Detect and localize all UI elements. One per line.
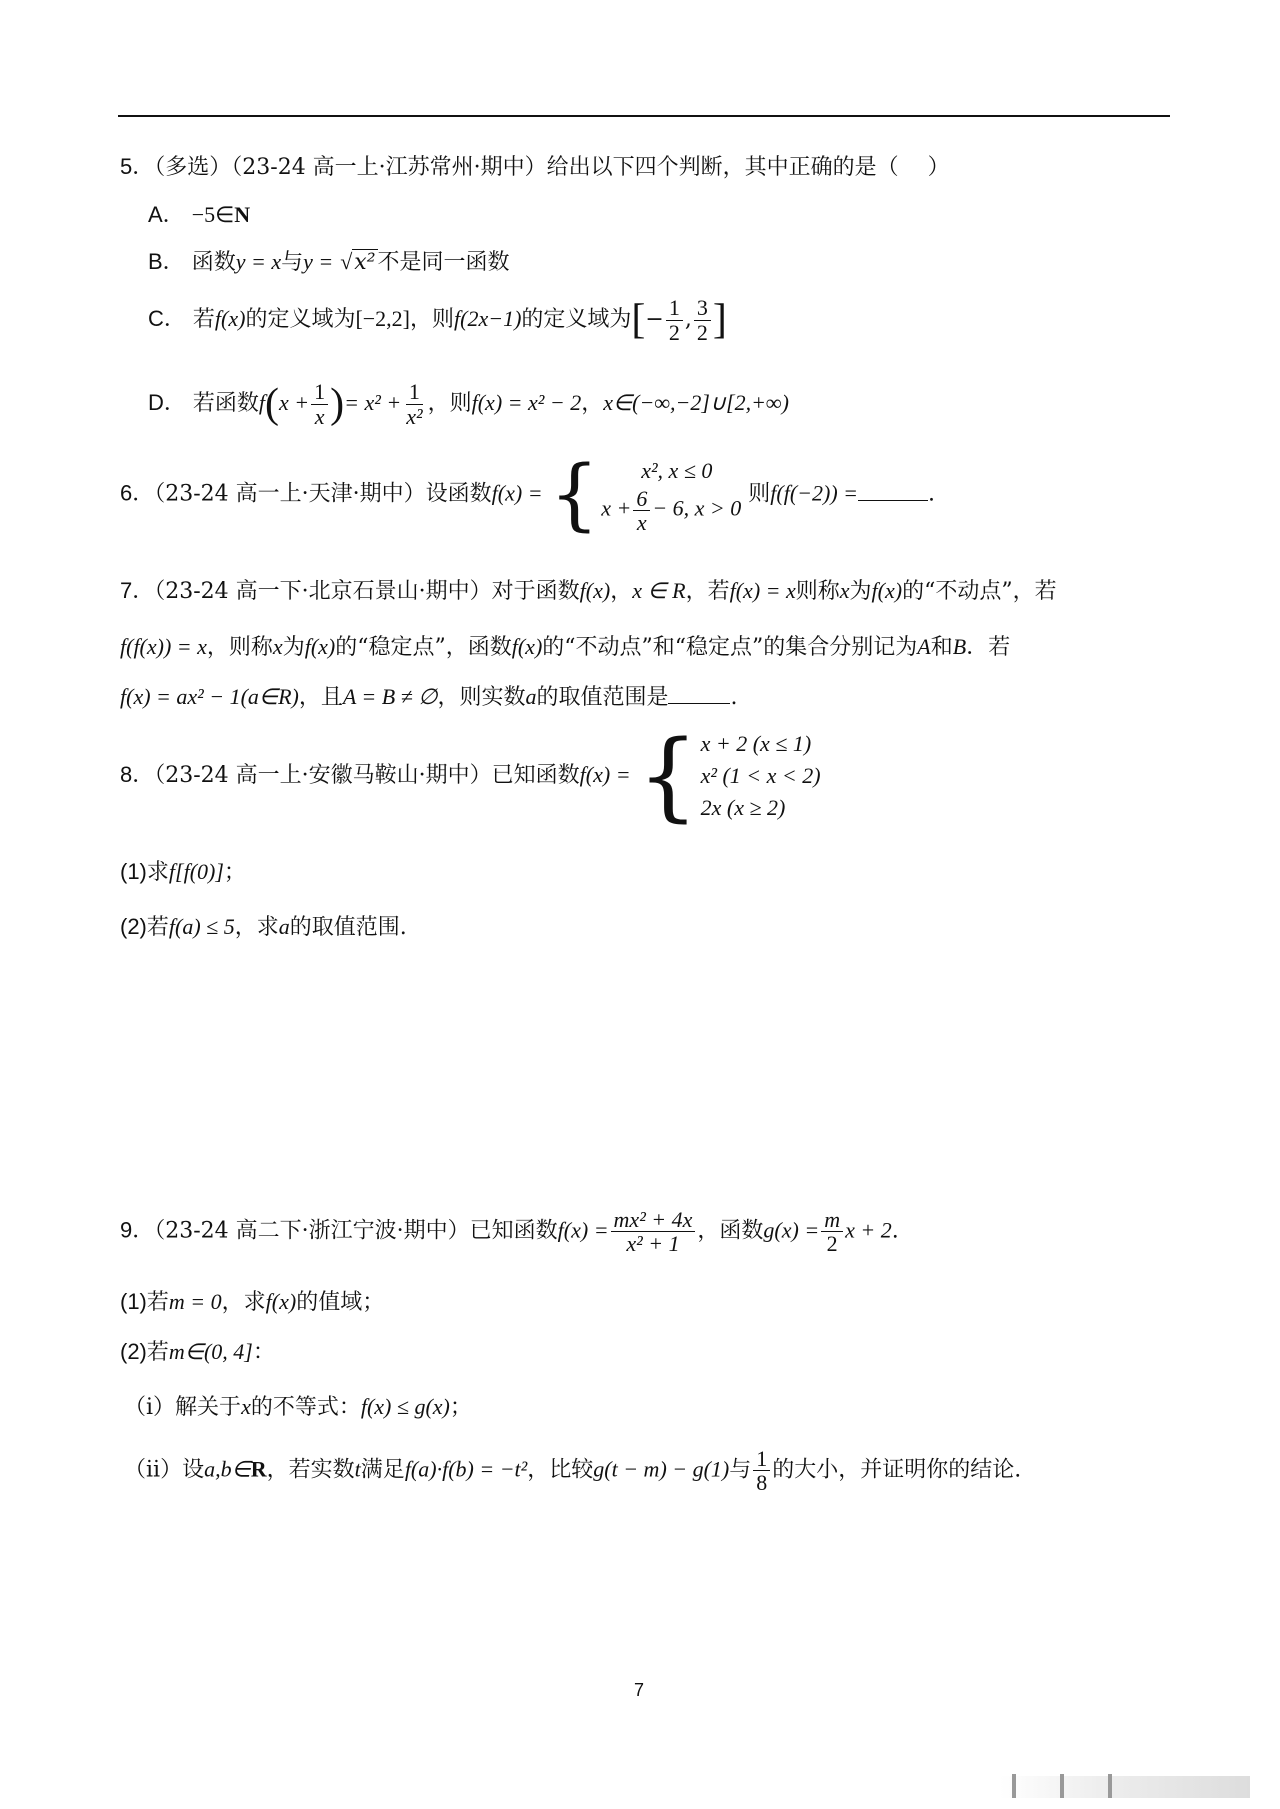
- q9-part-1: (1)若m = 0，求f(x)的值域；: [120, 1289, 385, 1315]
- question-7-line-3: f(x) = ax² − 1(a∈R)，且A = B ≠ ∅，则实数a的取值范围是 .: [120, 684, 738, 710]
- q8-part-2: (2)若f(a) ≤ 5，求a的取值范围.: [120, 914, 407, 940]
- q6-piecewise: { x², x ≤ 0 x + $\frac{6}{x}$ − 6, x > 0: [549, 449, 742, 540]
- page-corner-shadow: [1000, 1776, 1250, 1798]
- q5-option-b: B． 函数y = x与y = √x²不是同一函数: [148, 249, 510, 275]
- scan-artifact: [1108, 1774, 1112, 1798]
- scan-artifact: [1060, 1774, 1064, 1798]
- q9-part-2-i: （ⅰ）解关于x的不等式：f(x) ≤ g(x)；: [124, 1394, 472, 1420]
- question-8: 8．（23-24 高一上·安徽马鞍山·期中）已知函数f(x) = { x + 2 (x ≤ 1) x² (1 < x < 2) 2x (x ≥ 2): [120, 720, 821, 832]
- question-7-line-2: f(f(x)) = x，则称x为f(x)的“稳定点”，函数f(x)的“不动点”和“稳定点”的集合分别记为A和B．若: [120, 634, 1011, 660]
- question-7-line-1: 7．（23-24 高一下·北京石景山·期中）对于函数f(x)，x ∈ R，若f(x) = x则称x为f(x)的“不动点”，若: [120, 578, 1057, 604]
- header-rule: [118, 115, 1170, 117]
- q6-answer-blank[interactable]: [858, 500, 928, 501]
- page-number: 7: [634, 1680, 645, 1700]
- q8-piecewise: { x + 2 (x ≤ 1) x² (1 < x < 2) 2x (x ≥ 2): [637, 720, 821, 832]
- question-9: 9．（23-24 高二下·浙江宁波·期中）已知函数f(x) = $\frac{\text{mx² + 4x}}{\text{x² + 1}}$ ，函数g(x) = $\frac{m}{2}$ x + 2.: [120, 1207, 899, 1257]
- q5-option-a: A． −5∈N: [148, 202, 251, 227]
- q7-answer-blank[interactable]: [668, 703, 730, 704]
- q5-option-c: C． 若f(x)的定义域为[−2,2]，则f(2x−1)的定义域为[− $\frac{1}{2}$ , $\frac{3}{2}$ ]: [148, 295, 727, 345]
- q9-part-2: (2)若m∈(0, 4]：: [120, 1339, 275, 1365]
- scan-artifact: [1012, 1774, 1016, 1798]
- question-6: 6．（23-24 高一上·天津·期中）设函数f(x) = { x², x ≤ 0 x + $\frac{6}{x}$ − 6, x > 0 则f(f(−2)) = .: [120, 449, 936, 540]
- q8-part-1: (1)求f[f(0)]；: [120, 859, 246, 885]
- q9-part-2-ii: （ⅱ）设a,b∈R，若实数t满足f(a)·f(b) = −t²，比较g(t − m) − g(1)与 $\frac{1}{8}$ 的大小，并证明你的结论.: [124, 1446, 1022, 1496]
- question-5: 5．（多选）（23-24 高一上·江苏常州·期中）给出以下四个判断，其中正确的是（ ）: [120, 154, 950, 180]
- q5-option-d: D． 若函数f(x + $\frac{1}{x}$ )= x² + $\frac{1}{\text{x²}}$ ，则f(x) = x² − 2，x∈(−∞,−2]∪[2,+∞): [148, 379, 789, 429]
